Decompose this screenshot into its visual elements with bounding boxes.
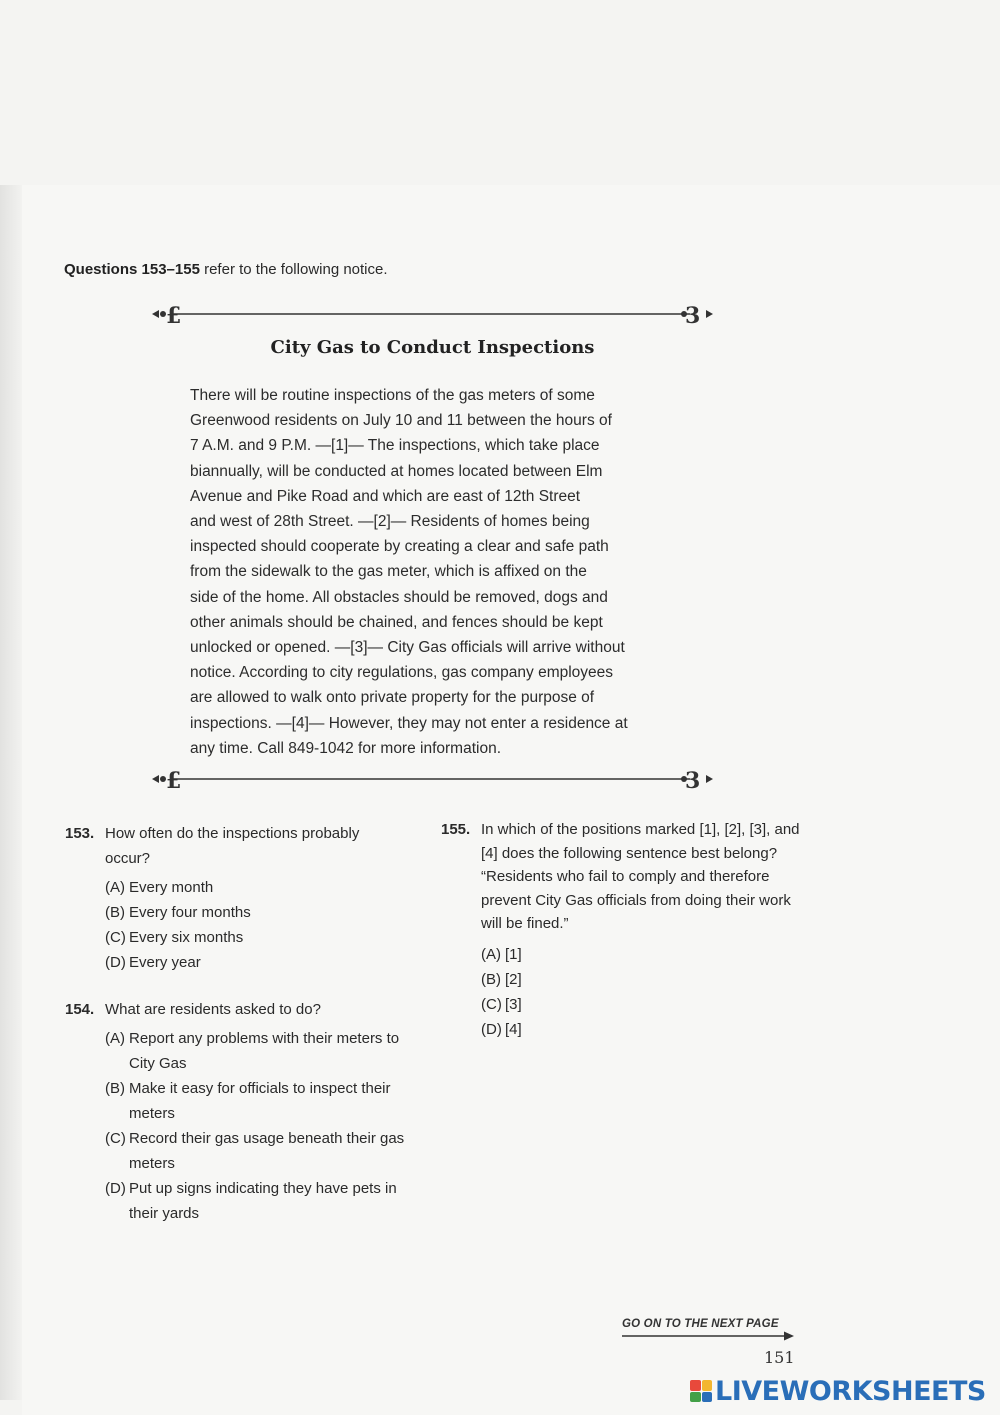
- option-d[interactable]: [481, 1017, 806, 1042]
- intro-line: [64, 261, 388, 278]
- option-b[interactable]: [105, 1076, 425, 1126]
- option-label: (B): [105, 1080, 125, 1097]
- option-c[interactable]: [481, 992, 806, 1017]
- svg-text:3: 3: [685, 768, 701, 791]
- option-label: (C): [105, 929, 126, 946]
- notice-line: inspected should cooperate by creating a clear and safe path: [190, 538, 609, 556]
- ornament-rule-bottom: [150, 767, 715, 791]
- page: [22, 185, 1000, 1415]
- question-text: What are residents asked to do?: [105, 1001, 321, 1018]
- question-155: [441, 818, 806, 1042]
- question-text: How often do the inspections probably occur?: [105, 825, 360, 867]
- quoted-sentence: “Residents who fail to comply and therefore prevent City Gas officials from doing their work will be fined.”: [481, 868, 791, 932]
- notice-title: City Gas to Conduct Inspections: [270, 337, 595, 358]
- intro-bold: Questions 153–155: [64, 261, 200, 278]
- option-label: (A): [105, 1030, 125, 1047]
- option-label: (C): [105, 1130, 126, 1147]
- notice-line: and west of 28th Street. —[2]— Residents of homes being: [190, 513, 590, 531]
- notice-line: inspections. —[4]— However, they may not enter a residence at: [190, 714, 628, 732]
- question-number: 154.: [65, 1001, 95, 1018]
- option-label: (A): [481, 945, 501, 963]
- question-number: 153.: [65, 825, 95, 842]
- intro-rest: refer to the following notice.: [204, 261, 388, 278]
- option-d[interactable]: [105, 1176, 425, 1226]
- logo-text: LIVEWORKSHEETS: [715, 1375, 986, 1407]
- notice-line: unlocked or opened. —[3]— City Gas officials will arrive without: [190, 639, 625, 657]
- option-text: Every year: [129, 954, 201, 971]
- notice-line: notice. According to city regulations, gas company employees: [190, 664, 614, 682]
- option-label: (D): [481, 1020, 502, 1038]
- option-c[interactable]: [105, 925, 395, 950]
- option-b[interactable]: [105, 900, 395, 925]
- arrow-right-icon: [620, 1330, 796, 1342]
- question-153: [65, 821, 395, 975]
- option-text: Every six months: [129, 929, 244, 946]
- ornament-rule-top: [150, 302, 715, 326]
- notice-line: 7 A.M. and 9 P.M. —[1]— The inspections, which take place: [190, 437, 600, 455]
- page-number: 151: [764, 1348, 795, 1367]
- svg-text:3: 3: [685, 303, 701, 326]
- option-label: (B): [481, 970, 501, 988]
- option-a[interactable]: [105, 1026, 425, 1076]
- go-next-page: GO ON TO THE NEXT PAGE: [622, 1318, 779, 1330]
- svg-text:£: £: [166, 303, 182, 326]
- option-text: Report any problems with their meters to City Gas: [129, 1030, 400, 1072]
- option-text: [1]: [505, 945, 522, 963]
- notice-line: Avenue and Pike Road and which are east of 12th Street: [190, 487, 581, 505]
- notice-line: any time. Call 849-1042 for more information.: [190, 739, 502, 757]
- logo-grid-icon: [690, 1380, 712, 1402]
- svg-text:£: £: [166, 768, 182, 791]
- notice-line: other animals should be chained, and fences should be kept: [190, 613, 603, 631]
- option-label: (D): [105, 1180, 126, 1197]
- notice-line: from the sidewalk to the gas meter, which is affixed on the: [190, 563, 587, 581]
- option-text: [2]: [505, 970, 522, 988]
- option-label: (D): [105, 954, 126, 971]
- option-a[interactable]: [105, 875, 395, 900]
- notice-line: Greenwood residents on July 10 and 11 between the hours of: [190, 412, 612, 430]
- question-154: [65, 997, 425, 1226]
- page-edge-shadow: [0, 185, 22, 1400]
- option-text: [4]: [505, 1020, 522, 1038]
- notice-line: There will be routine inspections of the gas meters of some: [190, 387, 595, 404]
- option-label: (C): [481, 995, 502, 1013]
- option-text: Every four months: [129, 904, 251, 921]
- option-d[interactable]: [105, 950, 395, 975]
- question-text: In which of the positions marked [1], [2], [3], and [4] does the following sentence best belong?: [481, 821, 800, 862]
- option-text: [3]: [505, 995, 522, 1013]
- option-label: (B): [105, 904, 125, 921]
- option-c[interactable]: [105, 1126, 425, 1176]
- notice-body: [190, 383, 685, 761]
- option-text: Make it easy for officials to inspect their meters: [129, 1080, 391, 1122]
- notice-line: are allowed to walk onto private property for the purpose of: [190, 689, 595, 707]
- notice-line: side of the home. All obstacles should be removed, dogs and: [190, 588, 608, 606]
- option-label: (A): [105, 879, 125, 896]
- notice-line: biannually, will be conducted at homes located between Elm: [190, 462, 603, 480]
- option-text: Every month: [129, 879, 214, 896]
- option-text: Put up signs indicating they have pets in their yards: [129, 1180, 397, 1222]
- option-b[interactable]: [481, 967, 806, 992]
- option-a[interactable]: [481, 942, 806, 967]
- question-number: 155.: [441, 821, 471, 838]
- liveworksheets-logo: [690, 1375, 986, 1407]
- option-text: Record their gas usage beneath their gas meters: [129, 1130, 405, 1172]
